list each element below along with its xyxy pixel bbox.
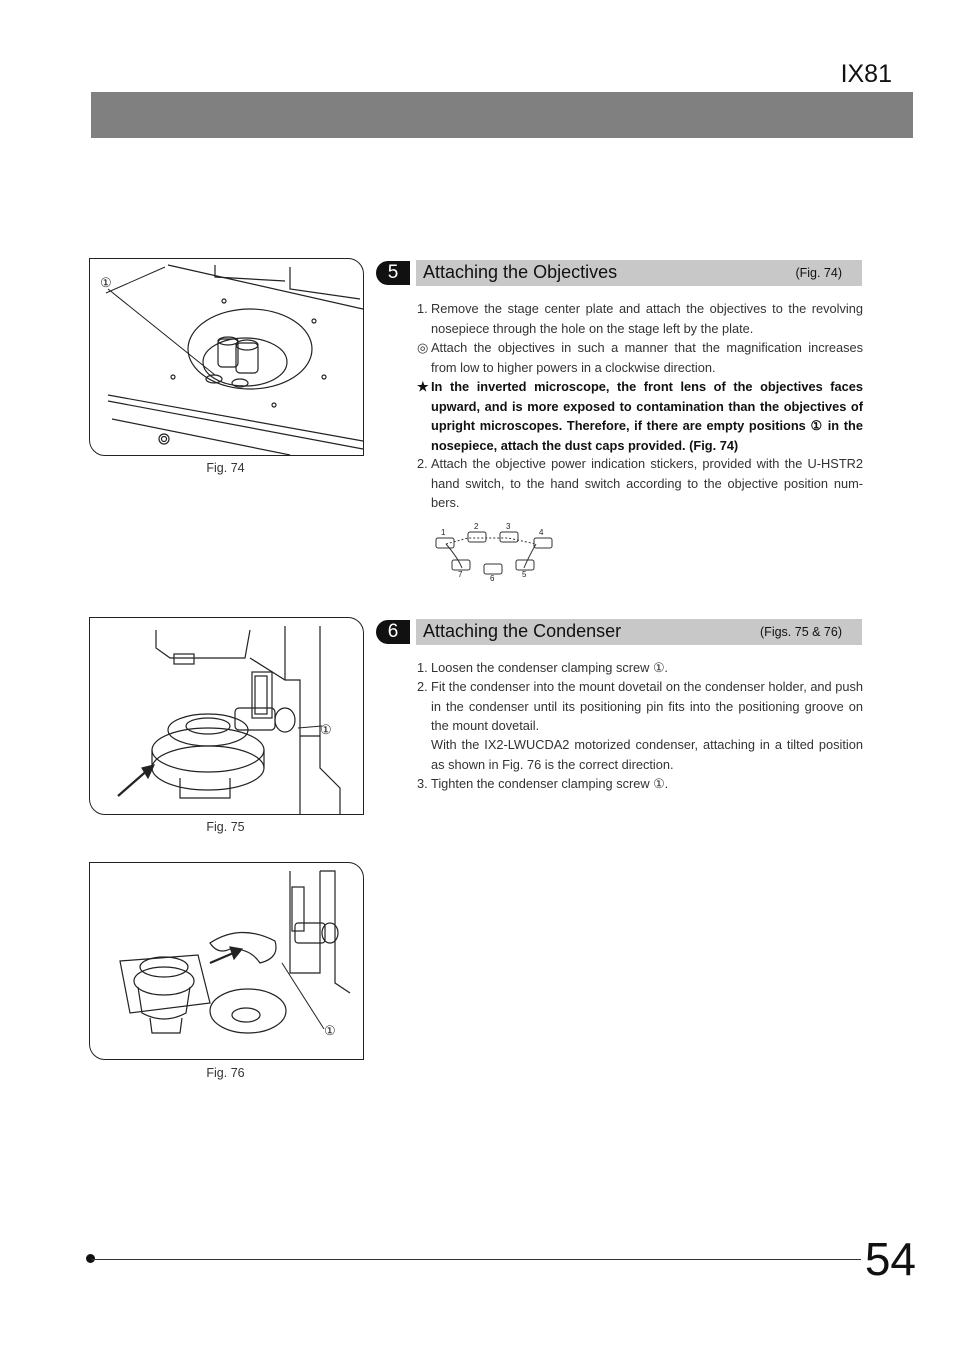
fig75-illustration [90,618,363,814]
section-6-header [376,619,862,645]
sticker-label-2: 2 [474,522,479,531]
header-banner [91,92,913,138]
sticker-label-3: 3 [506,522,511,531]
section-5-caution [417,377,863,455]
section-5-number: 5 [376,261,410,285]
fig76-callout: ① [324,1023,336,1038]
section-6-item-3 [417,774,863,794]
section-5-note [417,338,863,377]
fig75-caption: Fig. 75 [206,820,245,834]
sticker-position-diagram [428,518,558,588]
fig75-callout: ① [320,722,332,737]
item-text: Attach the objective power indication stickers, provided with the U-HSTR2 hand switch, to the hand switch according to the objective position num-bers. [431,456,863,510]
sticker-label-6: 6 [490,574,495,583]
sticker-label-1: 1 [441,528,446,537]
section-5-bar [416,260,862,286]
item-text: Tighten the condenser clamping screw ①. [431,776,669,791]
figure-74 [89,258,364,456]
section-5-figure-ref: (Fig. 74) [795,266,842,280]
figure-75 [89,617,364,815]
section-6-item-2-note [417,735,863,774]
section-6-item-2 [417,677,863,736]
fig74-illustration [90,259,363,455]
fig74-caption: Fig. 74 [206,461,245,475]
item-text: With the IX2-LWUCDA2 motorized condenser, attaching in a tilted position as shown in Fig. 76 is the correct direction. [431,737,863,772]
footer-rule [91,1259,861,1260]
item-marker: ★ [417,379,429,394]
item-marker: ◎ [417,340,429,355]
item-marker: 2. [417,456,428,471]
section-6-number: 6 [376,620,410,644]
fig76-caption: Fig. 76 [206,1066,245,1080]
item-marker: 1. [417,660,428,675]
section-6-figure-ref: (Figs. 75 & 76) [760,625,842,639]
fig74-callout: ① [100,275,112,290]
sticker-label-7: 7 [458,570,463,579]
section-6-item-1 [417,658,863,678]
page-number: 54 [864,1233,916,1285]
sticker-label-5: 5 [522,570,527,579]
item-text: Fit the condenser into the mount dovetail on the condenser holder, and push in the condenser until its positioning pin fits into the positioning groove on the mount dovetail. [431,679,863,733]
section-5-title: Attaching the Objectives [423,262,618,282]
item-marker: 2. [417,679,428,694]
section-5-item-1 [417,299,863,338]
section-5-item-2 [417,454,863,513]
item-text: In the inverted microscope, the front lens of the objectives faces upward, and is more exposed to contamination than the objectives of upright microscopes. Therefore, if there are empty positions ① in the nosepiece, attach the dust caps provided. (Fig. 74) [431,379,863,453]
item-text: Loosen the condenser clamping screw ①. [431,660,668,675]
section-6-bar [416,619,862,645]
section-6-title: Attaching the Condenser [423,621,622,641]
sticker-label-4: 4 [539,528,544,537]
model-name: IX81 [840,60,892,88]
item-text: Attach the objectives in such a manner that the magnification increases from low to higher powers in a clockwise direction. [431,340,863,375]
item-marker: 1. [417,301,428,316]
item-text: Remove the stage center plate and attach the objectives to the revolving nosepiece through the hole on the stage left by the plate. [431,301,863,336]
fig76-illustration [90,863,363,1059]
section-5-header [376,260,862,286]
item-marker: 3. [417,776,428,791]
figure-76 [89,862,364,1060]
